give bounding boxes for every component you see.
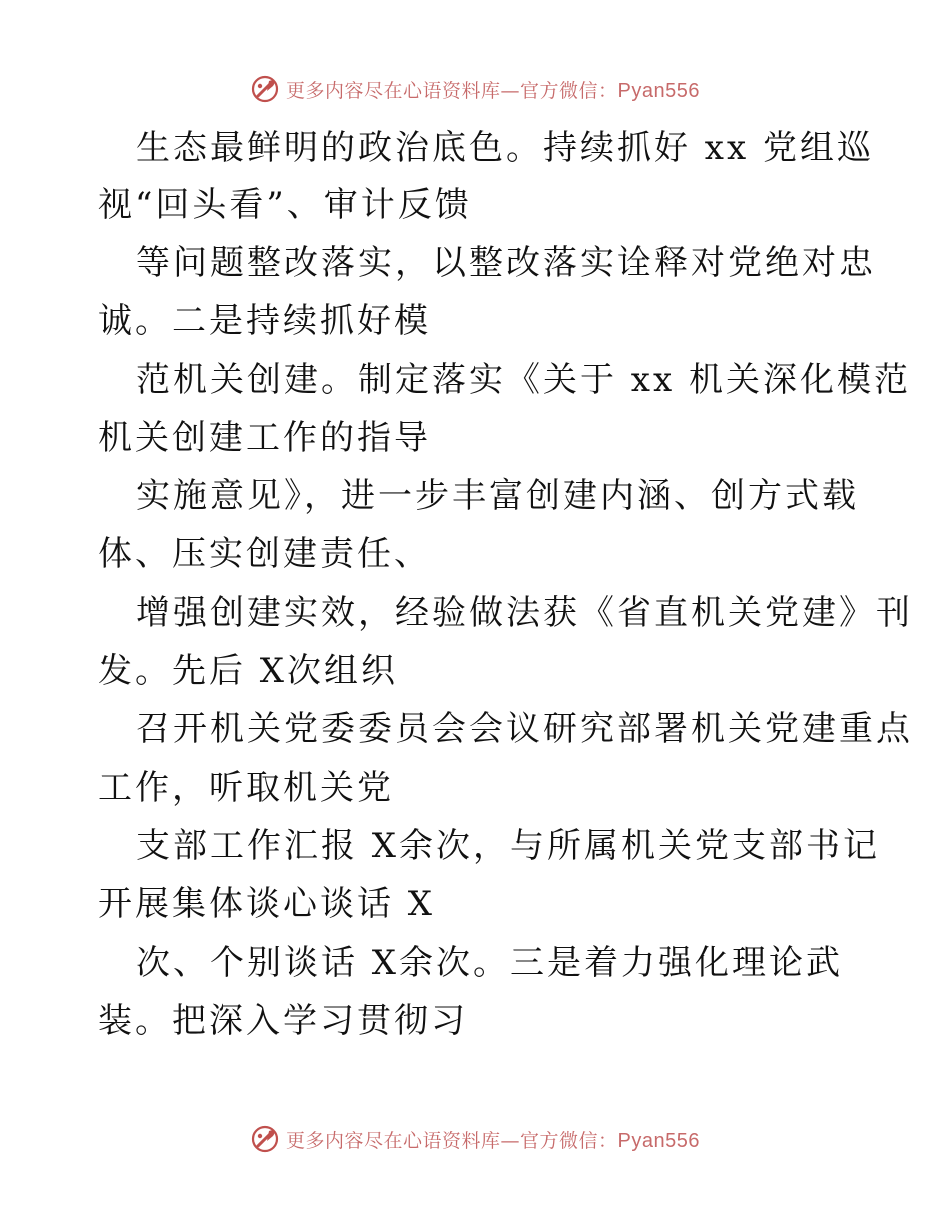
text-line: 次、个别谈话 X余次。三是着力强化理论武 [136, 943, 844, 983]
text-line: 机关创建工作的指导 [98, 418, 431, 458]
text-line: 工作，听取机关党 [98, 768, 394, 808]
text-line: 开展集体谈心谈话 X [98, 884, 436, 924]
text-line: 召开机关党委委员会会议研究部署机关党建重点 [136, 709, 913, 749]
text-line: 装。把深入学习贯彻习 [98, 1001, 468, 1041]
text-line: 增强创建实效，经验做法获《省直机关党建》刊 [136, 593, 913, 633]
text-line: 范机关创建。制定落实《关于 xx 机关深化模范 [136, 360, 911, 400]
text-line: 体、压实创建责任、 [98, 534, 431, 574]
text-line: 支部工作汇报 X余次，与所属机关党支部书记 [136, 826, 881, 866]
footer-watermark [0, 1122, 950, 1156]
text-line: 实施意见》，进一步丰富创建内涵、创方式载 [136, 476, 859, 516]
quill-seal-icon [250, 1124, 280, 1154]
text-line: 诚。二是持续抓好模 [98, 301, 431, 341]
wechat-id: Pyan556 [617, 79, 700, 102]
header-watermark [0, 72, 950, 106]
watermark-text: 更多内容尽在心语资料库—官方微信：Pyan556 [286, 79, 700, 102]
text-line: 等问题整改落实，以整改落实诠释对党绝对忠 [136, 243, 876, 283]
wechat-id: Pyan556 [617, 1129, 700, 1152]
quill-seal-icon [250, 74, 280, 104]
text-line: 发。先后 X次组织 [98, 651, 399, 691]
text-line: 生态最鲜明的政治底色。持续抓好 xx 党组巡 [136, 128, 874, 168]
watermark-text: 更多内容尽在心语资料库—官方微信：Pyan556 [286, 1129, 700, 1152]
text-line: 视“回头看”、审计反馈 [98, 185, 472, 225]
